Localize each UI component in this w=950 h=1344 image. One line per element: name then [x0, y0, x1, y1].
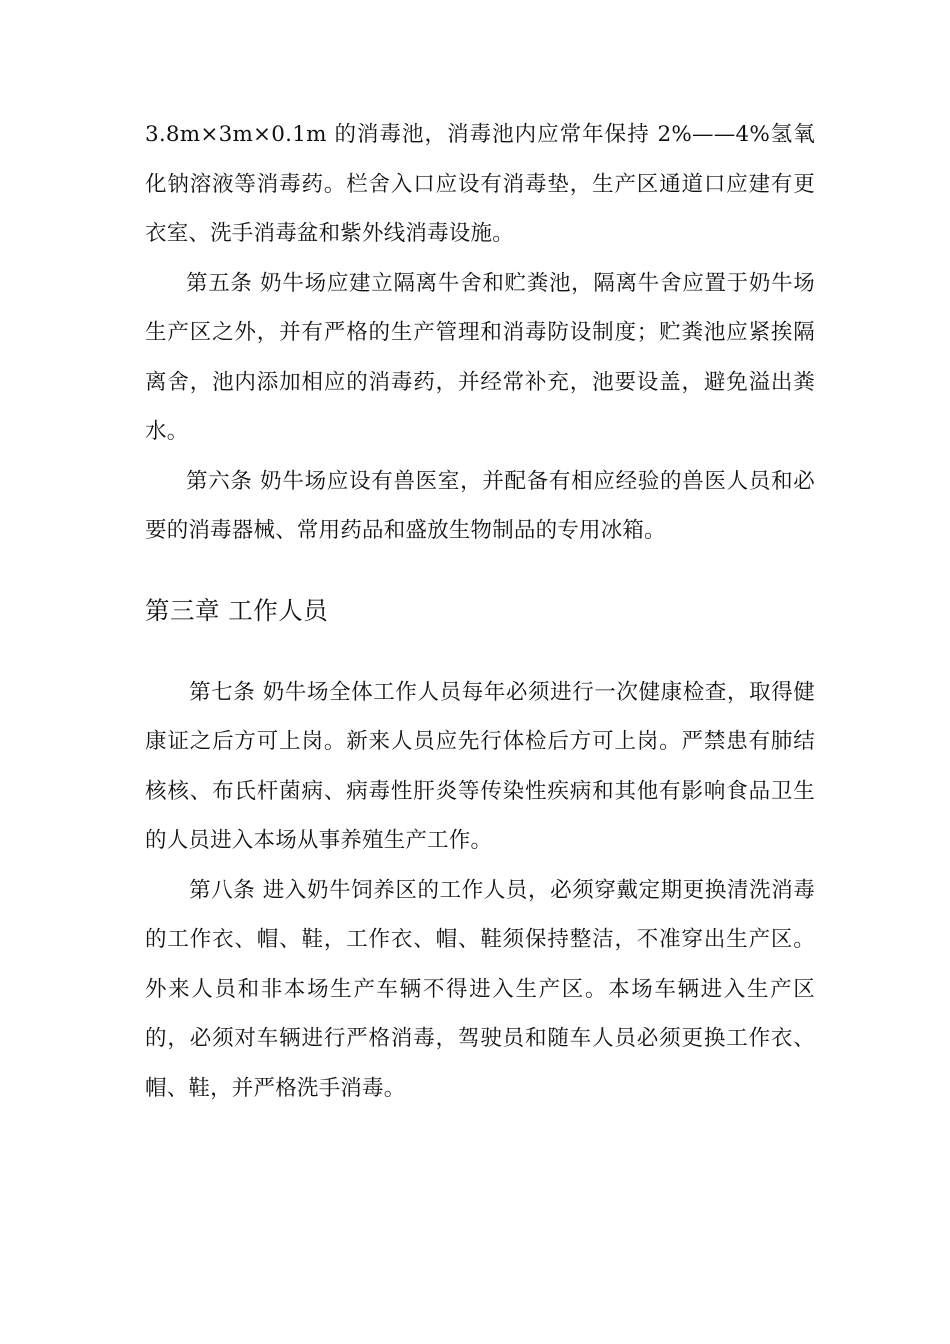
paragraph-disinfection-pool: 3.8m×3m×0.1m 的消毒池，消毒池内应常年保持 2%——4%氢氧化钠溶液等消毒药。栏舍入口应设有消毒垫，生产区通道口应建有更衣室、洗手消毒盆和紫外线消毒设施。	[145, 122, 815, 246]
paragraph-article-6: 第六条 奶牛场应设有兽医室，并配备有相应经验的兽医人员和必要的消毒器械、常用药品和盛放生物制品的专用冰箱。	[145, 468, 815, 543]
paragraph-article-5: 第五条 奶牛场应建立隔离牛舍和贮粪池，隔离牛舍应置于奶牛场生产区之外，并有严格的生产管理和消毒防设制度；贮粪池应紧挨隔离舍，池内添加相应的消毒药，并经常补充，池要设盖，避免溢出粪水。	[145, 270, 815, 444]
document-body	[145, 110, 815, 1113]
paragraph-article-7: 第七条 奶牛场全体工作人员每年必须进行一次健康检查，取得健康证之后方可上岗。新来人员应先行体检后方可上岗。严禁患有肺结核核、布氏杆菌病、病毒性肝炎等传染性疾病和其他有影响食品卫生的人员进入本场从事养殖生产工作。	[145, 679, 815, 853]
paragraph-article-8: 第八条 进入奶牛饲养区的工作人员，必须穿戴定期更换清洗消毒的工作衣、帽、鞋，工作衣、帽、鞋须保持整洁，不准穿出生产区。外来人员和非本场生产车辆不得进入生产区。本场车辆进入生产区的，必须对车辆进行严格消毒，驾驶员和随车人员必须更换工作衣、帽、鞋，并严格洗手消毒。	[145, 877, 815, 1101]
chapter-heading: 第三章 工作人员	[145, 595, 329, 625]
